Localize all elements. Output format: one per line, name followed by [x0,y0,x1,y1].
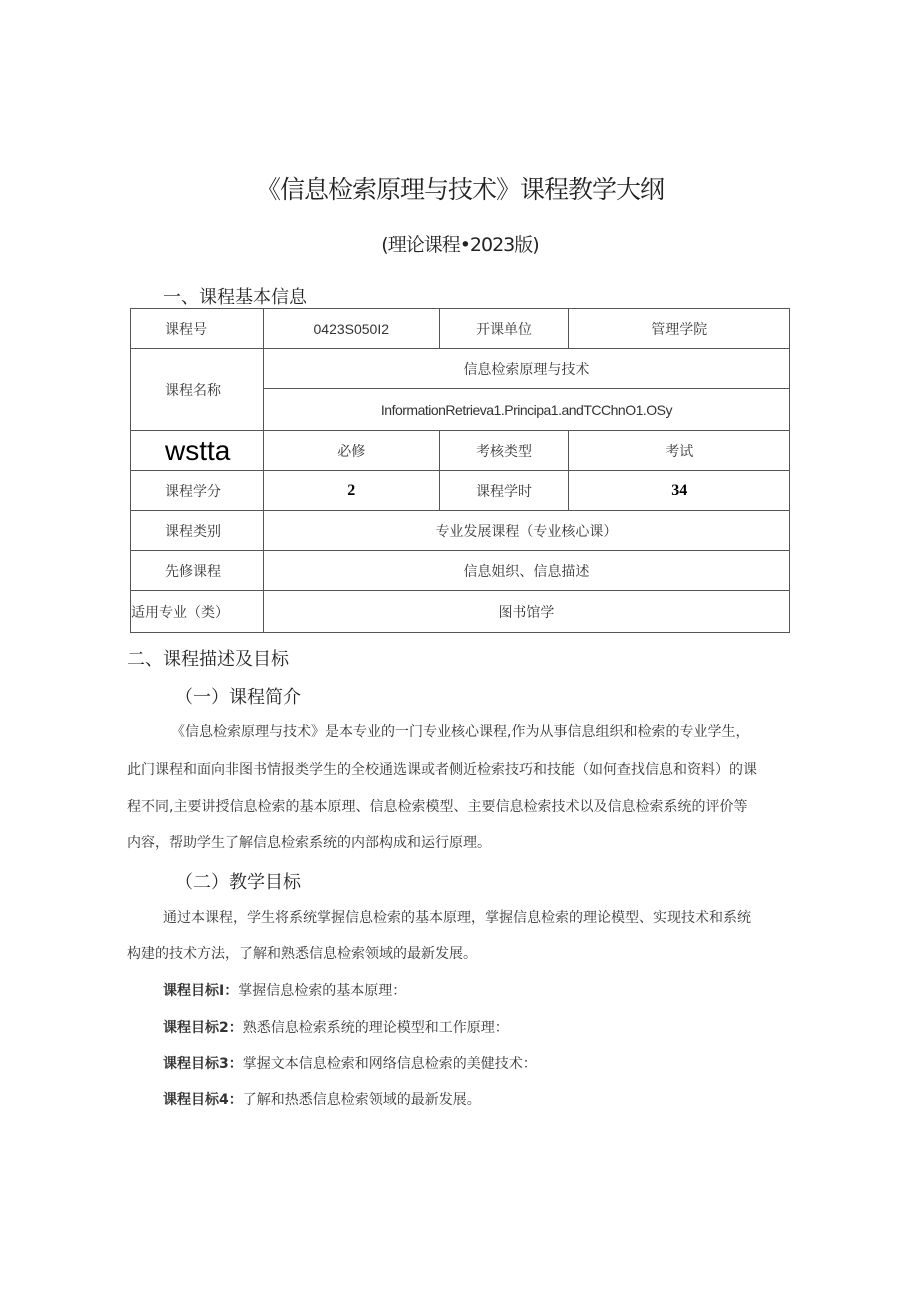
table-row [131,309,790,349]
course-nature-label: wstta [131,431,264,471]
intro-line: 《信息检索原理与技术》是本专业的一门专业核心课程,作为从事信息组织和检索的专业学生， [171,724,750,740]
category-value: 专业发展课程（专业核心课） [263,511,789,551]
course-no-label: 课程号 [131,309,264,349]
prereq-value: 信息姐织、信息描述 [263,551,789,591]
credit-label: 课程学分 [131,471,264,511]
table-row [131,551,790,591]
subheading-goals: （二）教学目标 [175,872,301,893]
goal-item: 课程目标2：熟悉信息检索系统的理论模型和工作原理： [163,1020,509,1036]
table-row [131,591,790,633]
section-heading-description: 二、课程描述及目标 [127,649,289,670]
table-row [131,349,790,389]
course-nature-value: 必修 [263,431,439,471]
unit-value: 管理学院 [569,309,790,349]
course-info-table [130,308,790,633]
course-name-en: InformationRetrieva1.Principa1.andTCChnO1.OSy [263,389,789,431]
intro-line: 内容，帮助学生了解信息检索系统的内部构成和运行原理。 [127,835,491,851]
goal-item: 课程目标I：掌握信息检索的基本原理： [163,983,407,999]
goal-intro-line: 构建的技术方法，了解和熟悉信息检索领域的最新发展。 [127,946,477,962]
exam-type-label: 考核类型 [439,431,569,471]
credit-value: 2 [263,471,439,511]
course-no-value: 0423S050I2 [263,309,439,349]
course-name-cn: 信息检索原理与技术 [263,349,789,389]
course-name-label: 课程名称 [131,349,264,431]
major-value: 图书馆学 [263,591,789,633]
prereq-label: 先修课程 [131,551,264,591]
document-title: 《信息检索原理与技术》课程教学大纲 [255,175,664,204]
subheading-intro: （一）课程简介 [175,687,301,708]
goal-item: 课程目标4：了解和热悉信息检索领域的最新发展。 [163,1092,481,1108]
section-heading-basic-info: 一、课程基本信息 [163,287,307,308]
hours-label: 课程学时 [439,471,569,511]
table-row [131,431,790,471]
intro-line: 此门课程和面向非图书情报类学生的全校通选课或者侧近检索技巧和技能（如何查找信息和资料）的课 [127,762,757,778]
major-label: 适用专业（类） [131,591,264,633]
document-subtitle: (理论课程•2023版) [381,234,539,256]
hours-value: 34 [569,471,790,511]
goal-intro-line: 通过本课程，学生将系统掌握信息检索的基本原理，掌握信息检索的理论模型、实现技术和系统 [163,910,751,926]
exam-type-value: 考试 [569,431,790,471]
table-row [131,471,790,511]
table-row [131,511,790,551]
category-label: 课程类别 [131,511,264,551]
intro-line: 程不同,主要讲授信息检索的基本原理、信息检索模型、主要信息检索技术以及信息检索系统的评价等 [127,799,748,815]
goal-item: 课程目标3：掌握文本信息检索和网络信息检索的美健技术： [163,1056,537,1072]
unit-label: 开课单位 [439,309,569,349]
